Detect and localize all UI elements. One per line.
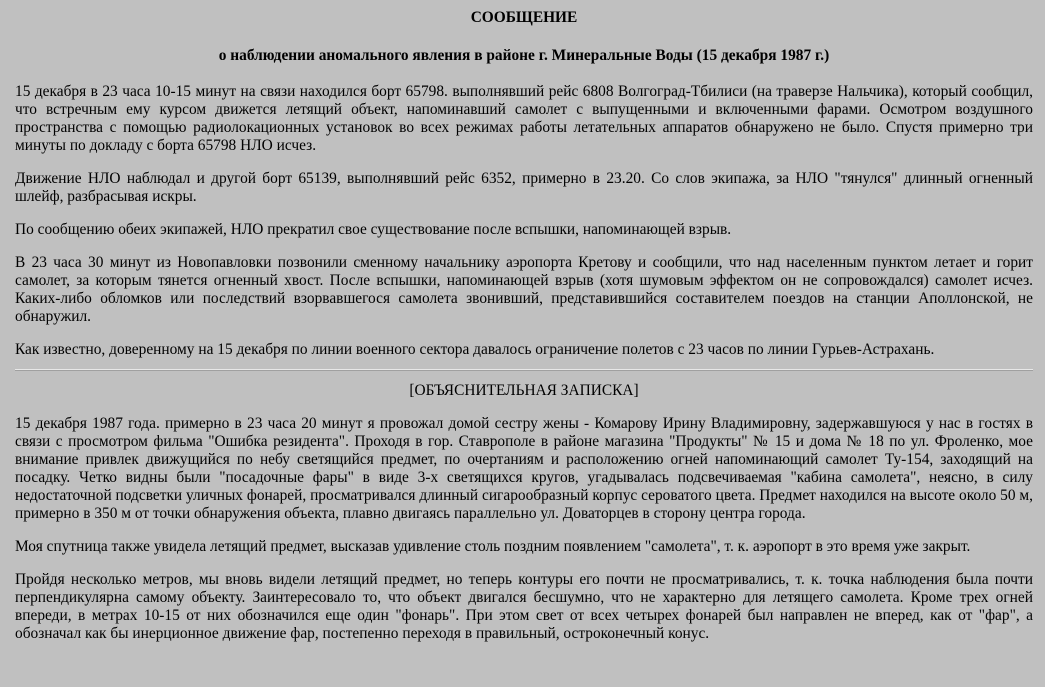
section-heading: [ОБЪЯСНИТЕЛЬНАЯ ЗАПИСКА] [409,382,639,399]
note-paragraph: Моя спутница также увидела летящий предмет, высказав удивление столь поздним появлением "самолета", т. к. аэропорт в это время уже закрыт. [15,538,971,555]
document-subtitle: о наблюдении аномального явления в районе г. Минеральные Воды (15 декабря 1987 г.) [218,47,830,64]
report-paragraph: 15 декабря в 23 часа 10-15 минут на связи находился борт 65798. выполнявший рейс 6808 Волгоград-Тбилиси (на траверзе Нальчика), который сообщил, что встречным ему курсом движется летящий объект, напоминавший самолет с выпущенными и включенными фарами. Осмотром воздушного пространства с помощью радиолокационных установок во всех режимах работы летательных аппаратов обнаружено не было. Спустя примерно три минуты по докладу с борта 65798 НЛО исчез. [15,83,1033,154]
document-title: СООБЩЕНИЕ [470,9,578,26]
note-paragraph: Пройдя несколько метров, мы вновь видели летящий предмет, но теперь контуры его почти не просматривались, т. к. точка наблюдения была почти перпендикулярна самому объекту. Заинтересовало то, что объект двигался бесшумно, что не характерно для летящего самолета. Кроме трех огней впереди, в метрах 10-15 от них обозначился еще один "фонарь". При этом свет от всех четырех фонарей был направлен не вперед, как от "фар", а обозначал как бы инерционное движение фар, постепенно переходя в правильный, остроконечный конус. [15,571,1033,642]
section-divider [15,369,1033,371]
report-paragraph: По сообщению обеих экипажей, НЛО прекратил свое существование после вспышки, напоминающей взрыв. [15,221,732,238]
report-paragraph: В 23 часа 30 минут из Новопавловки позвонили сменному начальнику аэропорта Кретову и сообщили, что над населенным пунктом летает и горит самолет, за которым тянется огненный хвост. После вспышки, напоминающей взрыв (хотя шумовым эффектом он не сопровождался) самолет исчез. Каких-либо обломков или последствий взорвавшегося самолета звонивший, представившийся составителем поездов на станции Аполлонской, не обнаружил. [15,254,1033,325]
note-paragraph: 15 декабря 1987 года. примерно в 23 часа 20 минут я провожал домой сестру жены - Комарову Ирину Владимировну, задержавшуюся у нас в гостях в связи с просмотром фильма "Ошибка резидента". Проходя в гор. Ставрополе в районе магазина "Продукты" № 15 и дома № 18 по ул. Фроленко, мое внимание привлек движущийся по небу светящийся предмет, по очертаниям и расположению огней напоминающий самолет Ту-154, заходящий на посадку. Четко видны были "посадочные фары" в виде 3-х светящихся кругов, угадывалась подсвечиваемая "кабина самолета", неясно, в силу недостаточной подсветки уличных фонарей, просматривался длинный сигарообразный корпус сероватого цвета. Предмет находился на высоте около 50 м, примерно в 350 м от точки обнаружения объекта, плавно двигаясь параллельно ул. Доваторцев в сторону центра города. [15,415,1033,522]
report-paragraph: Движение НЛО наблюдал и другой борт 65139, выполнявший рейс 6352, примерно в 23.20. Со слов экипажа, за НЛО "тянулся" длинный огненный шлейф, разбрасывая искры. [15,170,1033,205]
report-paragraph: Как известно, доверенному на 15 декабря по линии военного сектора давалось ограничение полетов с 23 часов по линии Гурьев-Астрахань. [15,341,935,358]
